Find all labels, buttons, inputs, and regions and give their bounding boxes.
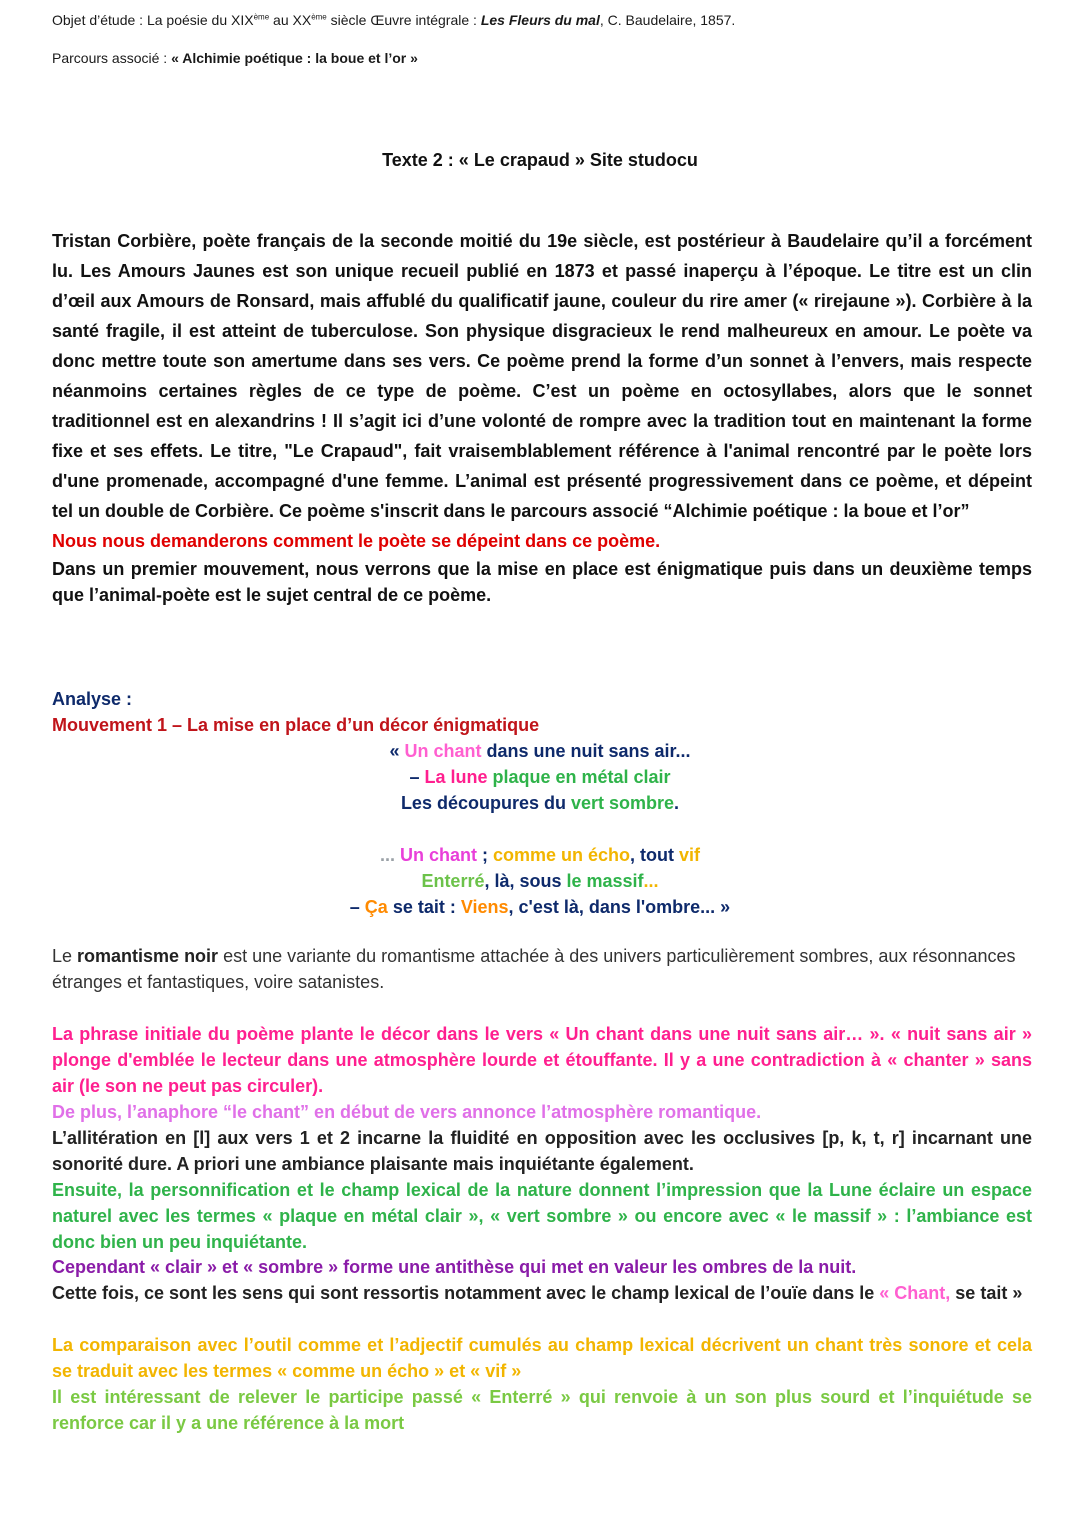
mouvement-1-heading: Mouvement 1 – La mise en place d’un décor énigmatique: [52, 715, 540, 735]
plan: Dans un premier mouvement, nous verrons que la mise en place est énigmatique puis dans un deuxième temps que l’animal-poète est le sujet central de ce poème.: [52, 559, 1032, 605]
analysis-paragraph-2: De plus, l’anaphore “le chant” en début de vers annonce l’atmosphère romantique.: [52, 1102, 762, 1122]
header-work-title: Les Fleurs du mal: [480, 12, 600, 28]
header-line-1: Objet d’étude : La poésie du XIXème au XXème siècle Œuvre intégrale : Les Fleurs du mal, C. Baudelaire, 1857.: [52, 12, 736, 28]
analysis-paragraph-8: Il est intéressant de relever le participe passé « Enterré » qui renvoie à un son plus sourd et l’inquiétude se renforce car il y a une référence à la mort: [52, 1387, 1032, 1433]
intro-paragraph: Tristan Corbière, poète français de la seconde moitié du 19e siècle, est postérieur à Baudelaire qu’il a forcément lu. Les Amours Jaunes est son unique recueil publié en 1873 et passé inaperçu à l’époque. Le titre est un clin d’œil aux Amours de Ronsard, mais affublé du qualificatif jaune, couleur du rire amer (« rirejaune »). Corbière à la santé fragile, il est atteint de tuberculose. Son physique disgracieux le rend malheureux en amour. Le poète va donc mettre toute son amertume dans ses vers. Ce poème prend la forme d’un sonnet à l’envers, mais respecte néanmoins certaines règles de ce type de poème. C’est un poème en octosyllabes, alors que le sonnet traditionnel est en alexandrins ! Il s’agit ici d’une volonté de rompre avec la tradition tout en maintenant la forme fixe et ses effets. Le titre, "Le Crapaud", fait vraisemblablement référence à l'animal rencontré par le poète lors d'une promenade, accompagné d'une femme. L’animal est présenté progressivement dans ce poème, et dépeint tel un double de Corbière. Ce poème s'inscrit dans le parcours associé “Alchimie poétique : la boue et l’or” Nous nous demanderons comment le poète se dépeint dans ce poème. Dans un premier mouvement, nous verrons que la mise en place est énigmatique puis dans un deuxième temps que l’animal-poète est le sujet central de ce poème.: [52, 226, 1032, 608]
romantisme-noir-definition: Le romantisme noir est une variante du romantisme attachée à des univers particulièrement sombres, aux résonnances étranges et fantastiques, voire satanistes.: [52, 946, 1016, 992]
poem-excerpt: [0, 738, 1080, 920]
problematique: Nous nous demanderons comment le poète se dépeint dans ce poème.: [52, 531, 661, 551]
header-parcours: « Alchimie poétique : la boue et l’or »: [171, 50, 418, 66]
analyse-heading: Analyse :: [52, 689, 133, 709]
analysis-paragraph-6: Cette fois, ce sont les sens qui sont ressortis notamment avec le champ lexical de l’ouïe dans le « Chant, se tait »: [52, 1283, 1023, 1303]
analysis-paragraph-7: La comparaison avec l’outil comme et l’adjectif cumulés au champ lexical décrivent un chant très sonore et cela se traduit avec les termes « comme un écho » et « vif »: [52, 1335, 1032, 1381]
analysis-paragraph-1: La phrase initiale du poème plante le décor dans le vers « Un chant dans une nuit sans air… ». « nuit sans air » plonge d'emblée le lecteur dans une atmosphère lourde et étouffante. Il y a une contradiction à « chanter » sans air (le son ne peut pas circuler).: [52, 1024, 1032, 1096]
poem-line-5: Enterré, là, sous le massif...: [421, 871, 659, 891]
poem-line-4: ... Un chant ; comme un écho, tout vif: [379, 845, 701, 865]
header-object: Objet d’étude : La poésie du XIX: [52, 12, 254, 28]
analysis-paragraph-4: Ensuite, la personnification et le champ lexical de la nature donnent l’impression que la Lune éclaire un espace naturel avec les termes « plaque en métal clair », « vert sombre » ou encore avec « le massif » : l’ambiance est donc bien un peu inquiétante.: [52, 1180, 1032, 1252]
page-title: Texte 2 : « Le crapaud » Site studocu: [382, 150, 698, 170]
poem-line-6: – Ça se tait : Viens, c'est là, dans l'ombre... »: [349, 897, 731, 917]
poem-line-3: Les découpures du vert sombre.: [400, 793, 680, 813]
analysis-paragraph-5: Cependant « clair » et « sombre » forme une antithèse qui met en valeur les ombres de la nuit.: [52, 1257, 857, 1277]
header-line-2: Parcours associé : « Alchimie poétique : la boue et l’or »: [52, 50, 418, 66]
analysis-paragraph-3: L’allitération en [l] aux vers 1 et 2 incarne la fluidité en opposition avec les occlusives [p, k, t, r] incarnant une sonorité dure. A priori une ambiance plaisante mais inquiétante également.: [52, 1128, 1032, 1174]
poem-line-2: – La lune plaque en métal clair: [409, 767, 671, 787]
poem-line-1: « Un chant dans une nuit sans air...: [389, 741, 691, 761]
